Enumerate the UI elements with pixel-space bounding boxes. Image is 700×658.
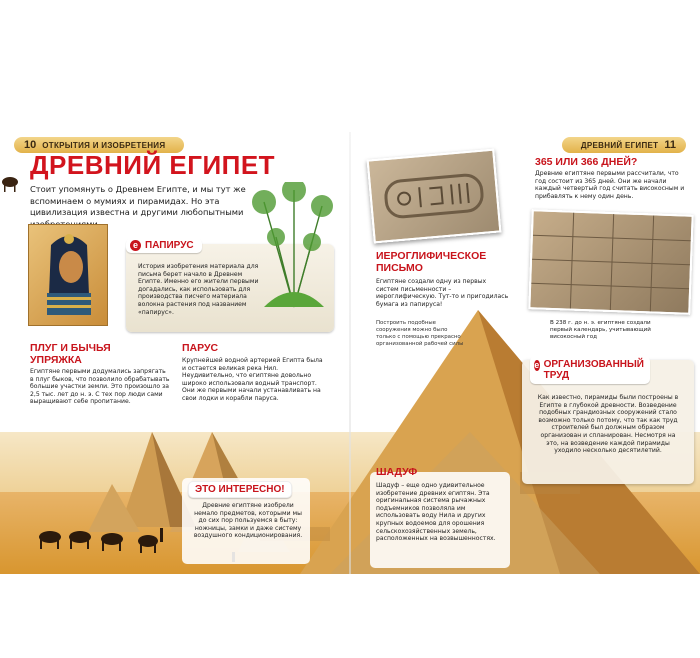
page-fold — [349, 132, 351, 574]
left-section-title: ОТКРЫТИЯ И ИЗОБРЕТЕНИЯ — [42, 140, 166, 150]
shaduf-heading: ШАДУФ — [376, 466, 418, 478]
organized-text: Как известно, пирамиды были построены в Египте в глубокой древности. Возведение подобных грандиозных сооружений стало возможно только потому, что так как труд строителей был должным образом организован и спланирован. Несмотря на это, на возведение каждой пирамиды уходило несколько десятилетий. — [537, 394, 679, 455]
papyrus-plant-image — [244, 182, 344, 312]
hieroglyph-stone-image — [367, 149, 502, 244]
interesting-tag — [188, 481, 292, 498]
book-spread — [0, 132, 700, 574]
shaduf-text: Шадуф – еще одно удивительное изобретение древних египтян. Эта оригинальная система рычажных подъемников позволяла им использовать воду Нила и других крупных водоемов для орошения сельскохозяйственных земель, расположенных на возвышенностях. — [376, 482, 496, 543]
sail-text: Крупнейшей водной артерией Египта была и остается великая река Нил. Неудивительно, что египтяне довольно широко использовали водный транспорт. Они же первыми начали устанавливать на свои лодки и корабли паруса. — [182, 357, 323, 402]
days-heading: 365 ИЛИ 366 ДНЕЙ? — [535, 156, 638, 168]
papyrus-tag — [126, 238, 202, 253]
intro-text: Стоит упомянуть о Древнем Египте, и мы тут же вспоминаем о мумиях и пирамидах. Но эта цивилизация известна и другими любопытными — [30, 184, 246, 218]
organized-tag — [530, 356, 650, 384]
papyrus-bullet-icon: e — [130, 240, 141, 251]
days-text: Древние египтяне первыми рассчитали, что год состоит из 365 дней. Они же начали каждый четвертый год считать високосным и прибавлять к нему один день. — [535, 170, 685, 200]
page-title: ДРЕВНИЙ ЕГИПЕТ — [30, 150, 276, 180]
organized-bullet-icon: e — [534, 360, 540, 370]
pyramid-caption: Построить подобные сооружения можно было только с помощью прекрасно организованной рабочей силы — [376, 320, 464, 347]
organized-heading: ОРГАНИЗОВАННЫЙ ТРУД — [543, 359, 644, 381]
hieroglyph-text: Египтяне создали одну из первых систем письменности – иероглифическую. Тут-то и пригодилась бумага из папируса! — [376, 278, 509, 308]
interesting-text: Древние египтяне изобрели немало предметов, которыми мы до сих пор пользуемся в быту: ножницы, замки и даже систему воздушного кондиционирования. — [193, 502, 303, 540]
hieroglyph-heading: ИЕРОГЛИФИЧЕСКОЕ ПИСЬМО — [376, 250, 487, 274]
right-section-title: ДРЕВНИЙ ЕГИПЕТ — [580, 140, 659, 150]
right-page-header — [562, 137, 686, 153]
papyrus-heading: ПАПИРУС — [145, 240, 194, 251]
interesting-heading: ЭТО ИНТЕРЕСНО! — [195, 484, 285, 495]
papyrus-portrait-image — [28, 224, 108, 326]
plough-text: Египтяне первыми додумались запрягать в плуг быков, что позволило обрабатывать большие участки земли. Это произошло за 2,5 тыс. лет до н. э. С тех пор люди сами выращивают себе пропитание. — [30, 368, 170, 406]
sail-heading: ПАРУС — [182, 342, 219, 354]
calendar-caption: В 238 г. до н. э. египтяне создали первый календарь, учитывающий високосный год — [550, 320, 651, 341]
left-page-number: 10 — [24, 139, 37, 151]
plough-heading: ПЛУГ И БЫЧЬЯ УПРЯЖКА — [30, 342, 111, 366]
papyrus-text: История изобретения материала для письма берет начало в Древнем Египте. Именно его жители первыми догадались, как использовать для производства писчего материала волокна растения под названием «папирус». — [138, 263, 259, 316]
calendar-stone-image — [528, 209, 693, 315]
right-page-number: 11 — [664, 139, 676, 151]
